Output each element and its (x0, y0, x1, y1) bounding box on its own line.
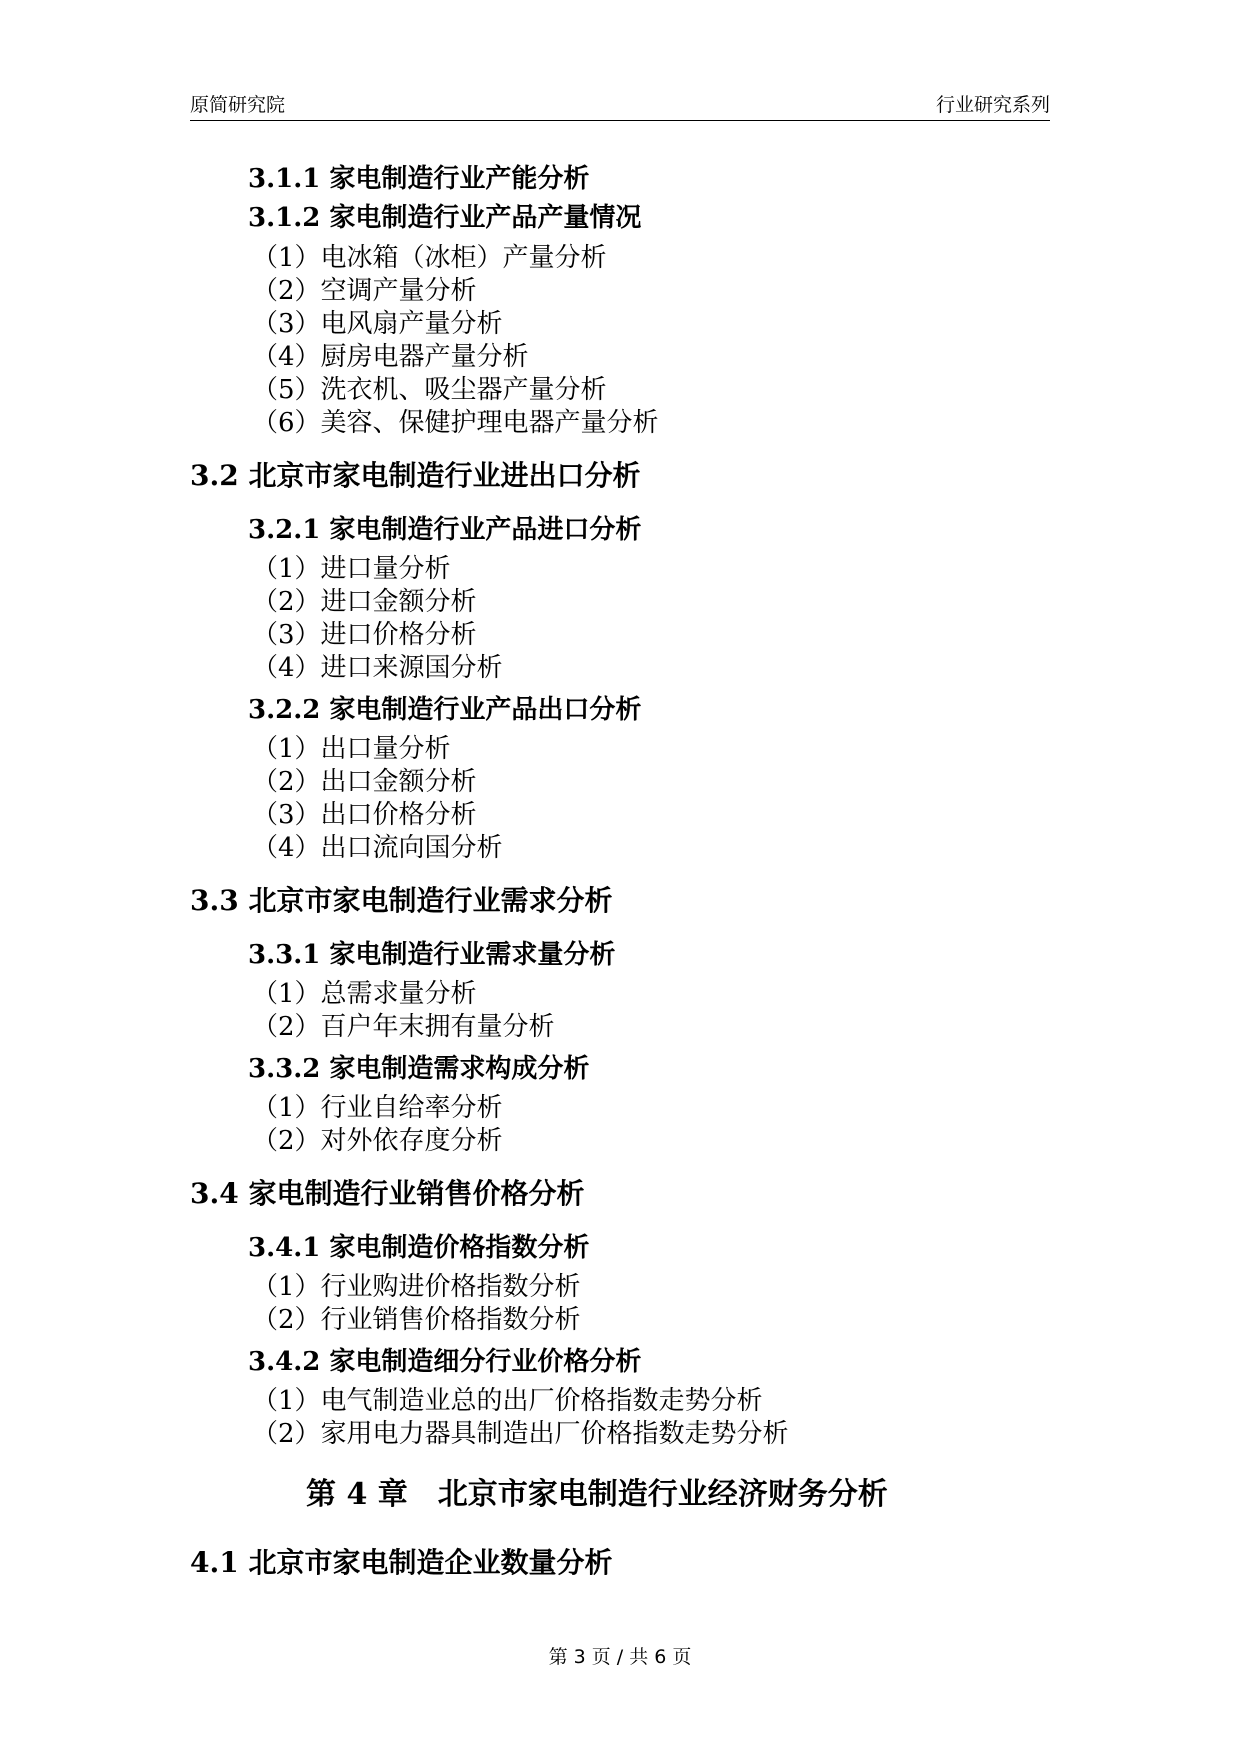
toc-subsection-heading: 3.4.1 家电制造价格指数分析 (248, 1233, 590, 1263)
toc-item: （2）行业销售价格指数分析 (252, 1305, 581, 1335)
toc-item: （1）电冰箱（冰柜）产量分析 (252, 243, 607, 273)
toc-subsection-heading: 3.3.1 家电制造行业需求量分析 (248, 940, 616, 970)
toc-item: （2）百户年末拥有量分析 (252, 1012, 555, 1042)
toc-item: （2）进口金额分析 (252, 587, 477, 617)
toc-item: （1）电气制造业总的出厂价格指数走势分析 (252, 1386, 763, 1416)
toc-item: （2）家用电力器具制造出厂价格指数走势分析 (252, 1419, 789, 1449)
toc-item: （2）对外依存度分析 (252, 1126, 503, 1156)
toc-item: （1）进口量分析 (252, 554, 451, 584)
toc-subsection-heading: 3.3.2 家电制造需求构成分析 (248, 1054, 590, 1084)
page-header (190, 86, 1050, 121)
toc-section-heading: 3.3 北京市家电制造行业需求分析 (190, 884, 613, 917)
toc-section-heading: 3.4 家电制造行业销售价格分析 (190, 1177, 585, 1210)
toc-item: （2）空调产量分析 (252, 276, 477, 306)
header-org-name: 原简研究院 (190, 94, 286, 116)
toc-item: （3）出口价格分析 (252, 800, 477, 830)
toc-item: （4）进口来源国分析 (252, 653, 503, 683)
toc-item: （3）进口价格分析 (252, 620, 477, 650)
toc-chapter-heading: 第 4 章 北京市家电制造行业经济财务分析 (306, 1477, 888, 1512)
toc-item: （4）厨房电器产量分析 (252, 342, 529, 372)
toc-item: （4）出口流向国分析 (252, 833, 503, 863)
toc-subsection-heading: 3.2.1 家电制造行业产品进口分析 (248, 515, 642, 545)
toc-subsection-heading: 3.4.2 家电制造细分行业价格分析 (248, 1347, 642, 1377)
toc-item: （1）行业自给率分析 (252, 1093, 503, 1123)
toc-item: （1）总需求量分析 (252, 979, 477, 1009)
toc-item: （6）美容、保健护理电器产量分析 (252, 408, 659, 438)
toc-item: （2）出口金额分析 (252, 767, 477, 797)
toc-item: （1）出口量分析 (252, 734, 451, 764)
toc-subsection-heading: 3.2.2 家电制造行业产品出口分析 (248, 695, 642, 725)
toc-item: （5）洗衣机、吸尘器产量分析 (252, 375, 607, 405)
toc-section-heading: 4.1 北京市家电制造企业数量分析 (190, 1546, 613, 1579)
toc-subsection-heading: 3.1.2 家电制造行业产品产量情况 (248, 203, 642, 233)
toc-subsection-heading: 3.1.1 家电制造行业产能分析 (248, 164, 590, 194)
toc-item: （1）行业购进价格指数分析 (252, 1272, 581, 1302)
page-number: 第 3 页 / 共 6 页 (548, 1646, 692, 1668)
header-series-name: 行业研究系列 (935, 94, 1050, 116)
toc-section-heading: 3.2 北京市家电制造行业进出口分析 (190, 459, 641, 492)
toc-item: （3）电风扇产量分析 (252, 309, 503, 339)
